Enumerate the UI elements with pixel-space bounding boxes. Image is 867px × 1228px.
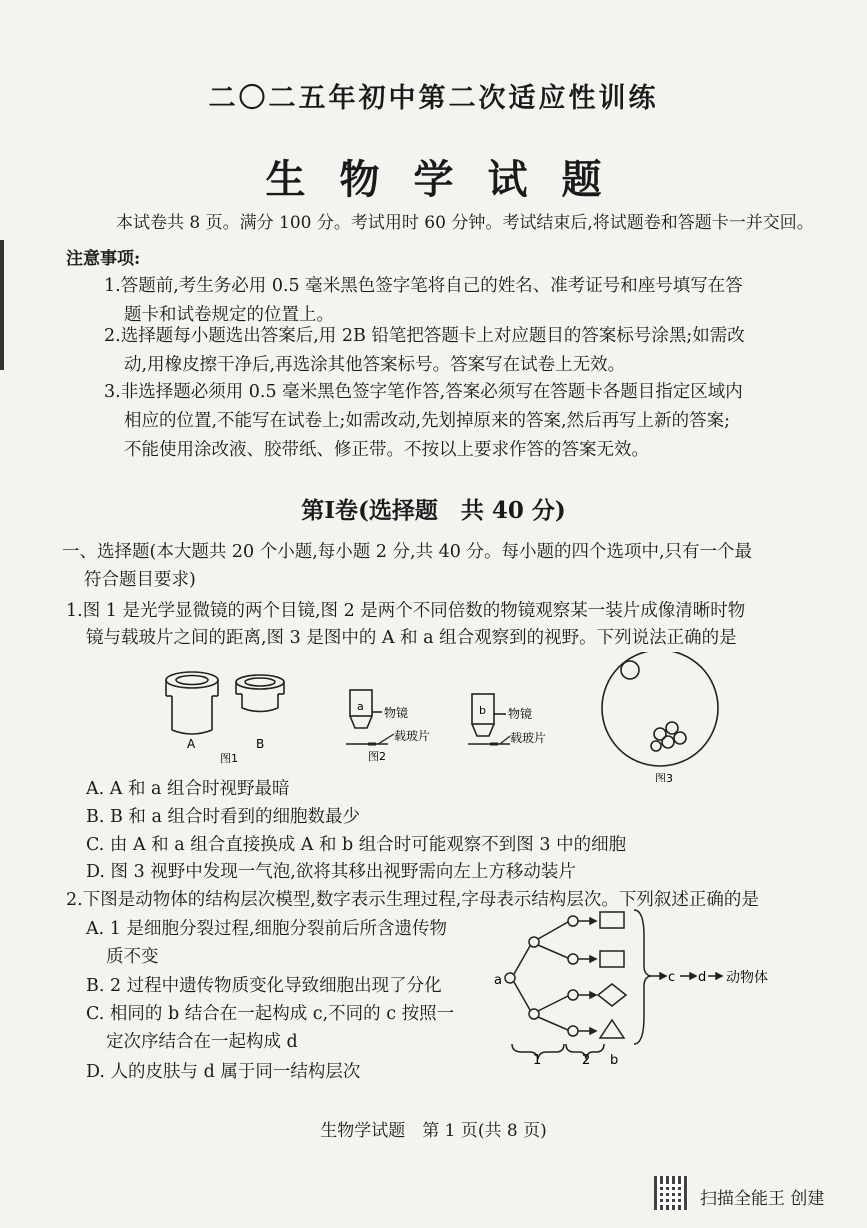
label-c: c: [668, 970, 676, 985]
fig2-caption: 图2: [368, 750, 386, 763]
page-footer: 生物学试题 第 1 页(共 8 页): [320, 1121, 547, 1141]
q2-option-a-line-1: A. 1 是细胞分裂过程,细胞分裂前后所含遗传物: [86, 919, 448, 939]
label-slide-1: 载玻片: [394, 729, 431, 743]
q1-stem-line-1: 1.图 1 是光学显微镜的两个目镜,图 2 是两个不同倍数的物镜观察某一装片成像清晰时物: [66, 601, 746, 621]
fig3-caption: 图3: [655, 772, 673, 782]
fig1-caption: 图1: [220, 752, 238, 765]
scanner-watermark: 扫描全能王 创建: [700, 1189, 825, 1209]
q1-stem-line-2: 镜与载玻片之间的距离,图 3 是图中的 A 和 a 组合观察到的视野。下列说法正确的是: [86, 628, 737, 648]
objective-b-icon: [468, 694, 510, 744]
label-a-upper: A: [187, 737, 196, 751]
objective-a-icon: [346, 690, 388, 744]
label-d: d: [698, 970, 707, 985]
label-animal: 动物体: [726, 970, 768, 986]
q1-microscope-figure: [150, 652, 790, 782]
q1-option-d: D. 图 3 视野中发现一气泡,欲将其移出视野需向左上方移动装片: [86, 862, 576, 882]
exam-intro: 本试卷共 8 页。满分 100 分。考试用时 60 分钟。考试结束后,将试题卷和答题卡一并交回。: [116, 213, 814, 233]
q2-structure-diagram: [486, 906, 796, 1066]
q2-stem: 2.下图是动物体的结构层次模型,数字表示生理过程,字母表示结构层次。下列叙述正确的是: [66, 890, 759, 910]
note-3-line-1: 3.非选择题必须用 0.5 毫米黑色签字笔作答,答案必须写在答题卡各题目指定区域内: [104, 382, 743, 402]
eyepiece-b-icon: [236, 675, 284, 712]
qr-code-icon: [654, 1176, 688, 1210]
exam-subtitle: 二〇二五年初中第二次适应性训练: [208, 83, 659, 114]
note-1-line-2: 题卡和试卷规定的位置上。: [124, 305, 334, 325]
label-obj-b: b: [479, 704, 486, 717]
q2-option-a-line-2: 质不变: [106, 947, 159, 967]
label-slide-2: 载玻片: [510, 731, 547, 745]
note-3-line-2: 相应的位置,不能写在试卷上;如需改动,先划掉原来的答案,然后再写上新的答案;: [124, 411, 730, 431]
label-b-upper: B: [256, 737, 265, 751]
label-b: b: [610, 1053, 619, 1066]
label-objective-2: 物镜: [508, 707, 533, 721]
q1-option-b: B. B 和 a 组合时看到的细胞数最少: [86, 807, 360, 827]
label-2: 2: [582, 1053, 591, 1066]
label-obj-a: a: [357, 700, 364, 713]
note-2-line-1: 2.选择题每小题选出答案后,用 2B 铅笔把答题卡上对应题目的答案标号涂黑;如需改: [104, 326, 745, 346]
q2-option-d: D. 人的皮肤与 d 属于同一结构层次: [86, 1062, 361, 1082]
notes-heading: 注意事项:: [66, 249, 141, 269]
label-1: 1: [533, 1053, 542, 1066]
q2-option-c-line-1: C. 相同的 b 结合在一起构成 c,不同的 c 按照一: [86, 1004, 455, 1024]
q2-option-c-line-2: 定次序结合在一起构成 d: [106, 1032, 298, 1052]
note-1-line-1: 1.答题前,考生务必用 0.5 毫米黑色签字笔将自己的姓名、准考证号和座号填写在答: [104, 276, 743, 296]
label-objective-1: 物镜: [384, 706, 409, 720]
section-instructions-line-2: 符合题目要求): [84, 570, 196, 590]
note-2-line-2: 动,用橡皮擦干净后,再选涂其他答案标号。答案写在试卷上无效。: [124, 355, 626, 375]
section-instructions-line-1: 一、选择题(本大题共 20 个小题,每小题 2 分,共 40 分。每小题的四个选项中,只有一个最: [62, 542, 753, 562]
eyepiece-a-icon: [166, 672, 218, 734]
q2-option-b: B. 2 过程中遗传物质变化导致细胞出现了分化: [86, 976, 442, 996]
field-of-view-icon: [602, 652, 718, 766]
exam-title: 生物学试题: [265, 156, 636, 203]
q1-option-a: A. A 和 a 组合时视野最暗: [86, 779, 290, 799]
section-title: 第Ⅰ卷(选择题 共 40 分): [301, 497, 566, 524]
label-a: a: [494, 973, 502, 988]
binding-edge-mark: [0, 240, 4, 370]
q1-option-c: C. 由 A 和 a 组合直接换成 A 和 b 组合时可能观察不到图 3 中的细胞: [86, 835, 627, 855]
note-3-line-3: 不能使用涂改液、胶带纸、修正带。不按以上要求作答的答案无效。: [124, 440, 649, 460]
cell-division-tree-icon: [505, 910, 722, 1058]
